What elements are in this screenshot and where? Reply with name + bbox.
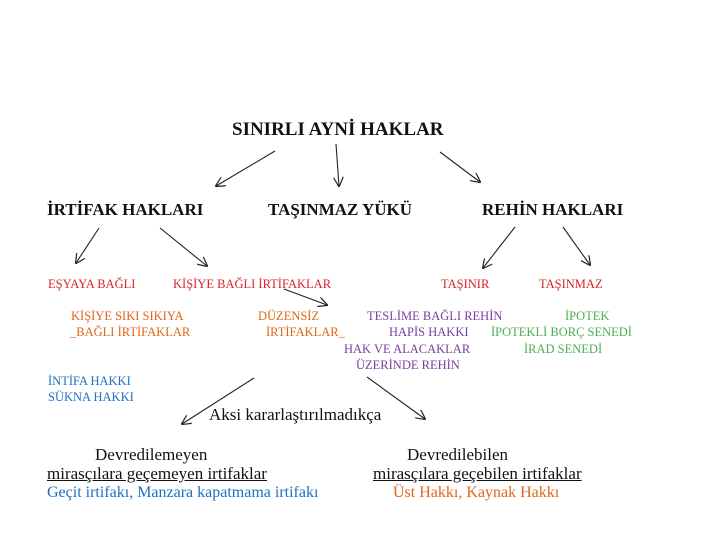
arrow-kisiye-to-duzensiz [284, 289, 327, 305]
label-intifa-hakki: İNTİFA HAKKI [48, 374, 131, 388]
label-tasinmaz: TAŞINMAZ [539, 277, 603, 291]
label-duzensiz-line2: İRTİFAKLAR_ [266, 325, 345, 339]
label-irad-senedi: İRAD SENEDİ [524, 342, 603, 356]
label-siki-sikiya-line1: KİŞİYE SIKI SIKIYA [71, 309, 184, 323]
label-ipotek: İPOTEK [565, 309, 610, 323]
left-subheading: mirasçılara geçemeyen irtifaklar [47, 464, 267, 483]
label-duzensiz-line1: DÜZENSİZ [258, 309, 320, 323]
arrow-irtifak-to-esyaya [76, 228, 99, 263]
arrow-rehin-to-tasinmaz [563, 227, 590, 265]
label-hak-ve-alacaklar: HAK VE ALACAKLAR [344, 342, 471, 356]
condition-text: Aksi kararlaştırılmadıkça [209, 405, 382, 424]
right-examples: Üst Hakkı, Kaynak Hakkı [393, 484, 560, 501]
arrow-title-to-rehin [440, 152, 480, 182]
arrow-rehin-to-tasinir [483, 227, 515, 268]
arrow-irtifak-to-kisiye [160, 228, 207, 266]
diagram-title: SINIRLI AYNİ HAKLAR [232, 119, 444, 140]
category-irtifak-haklari: İRTİFAK HAKLARI [47, 200, 204, 219]
label-teslime-bagli-rehin: TESLİME BAĞLI REHİN [367, 309, 503, 323]
left-heading: Devredilemeyen [95, 445, 208, 464]
left-examples: Geçit irtifakı, Manzara kapatmama irtifakı [47, 484, 319, 501]
right-subheading: mirasçılara geçebilen irtifaklar [373, 464, 582, 483]
arrow-title-to-irtifak [216, 151, 275, 186]
label-esyaya-bagli: EŞYAYA BAĞLI [48, 277, 136, 291]
label-kisiye-bagli-irtifaklar: KİŞİYE BAĞLI İRTİFAKLAR [173, 277, 332, 291]
label-tasinir: TAŞINIR [441, 277, 490, 291]
label-ipotekli-borc-senedi: İPOTEKLİ BORÇ SENEDİ [491, 325, 632, 339]
label-sukna-hakki: SÜKNA HAKKI [48, 390, 134, 404]
category-rehin-haklari: REHİN HAKLARI [482, 200, 624, 219]
label-uzerinde-rehin: ÜZERİNDE REHİN [356, 358, 460, 372]
label-siki-sikiya-line2: _BAĞLI İRTİFAKLAR [70, 325, 191, 339]
category-tasinmaz-yuku: TAŞINMAZ YÜKÜ [268, 200, 413, 219]
right-heading: Devredilebilen [407, 445, 509, 464]
label-hapis-hakki: HAPİS HAKKI [389, 325, 469, 339]
arrow-title-to-tasinmaz-yuku [336, 144, 339, 186]
